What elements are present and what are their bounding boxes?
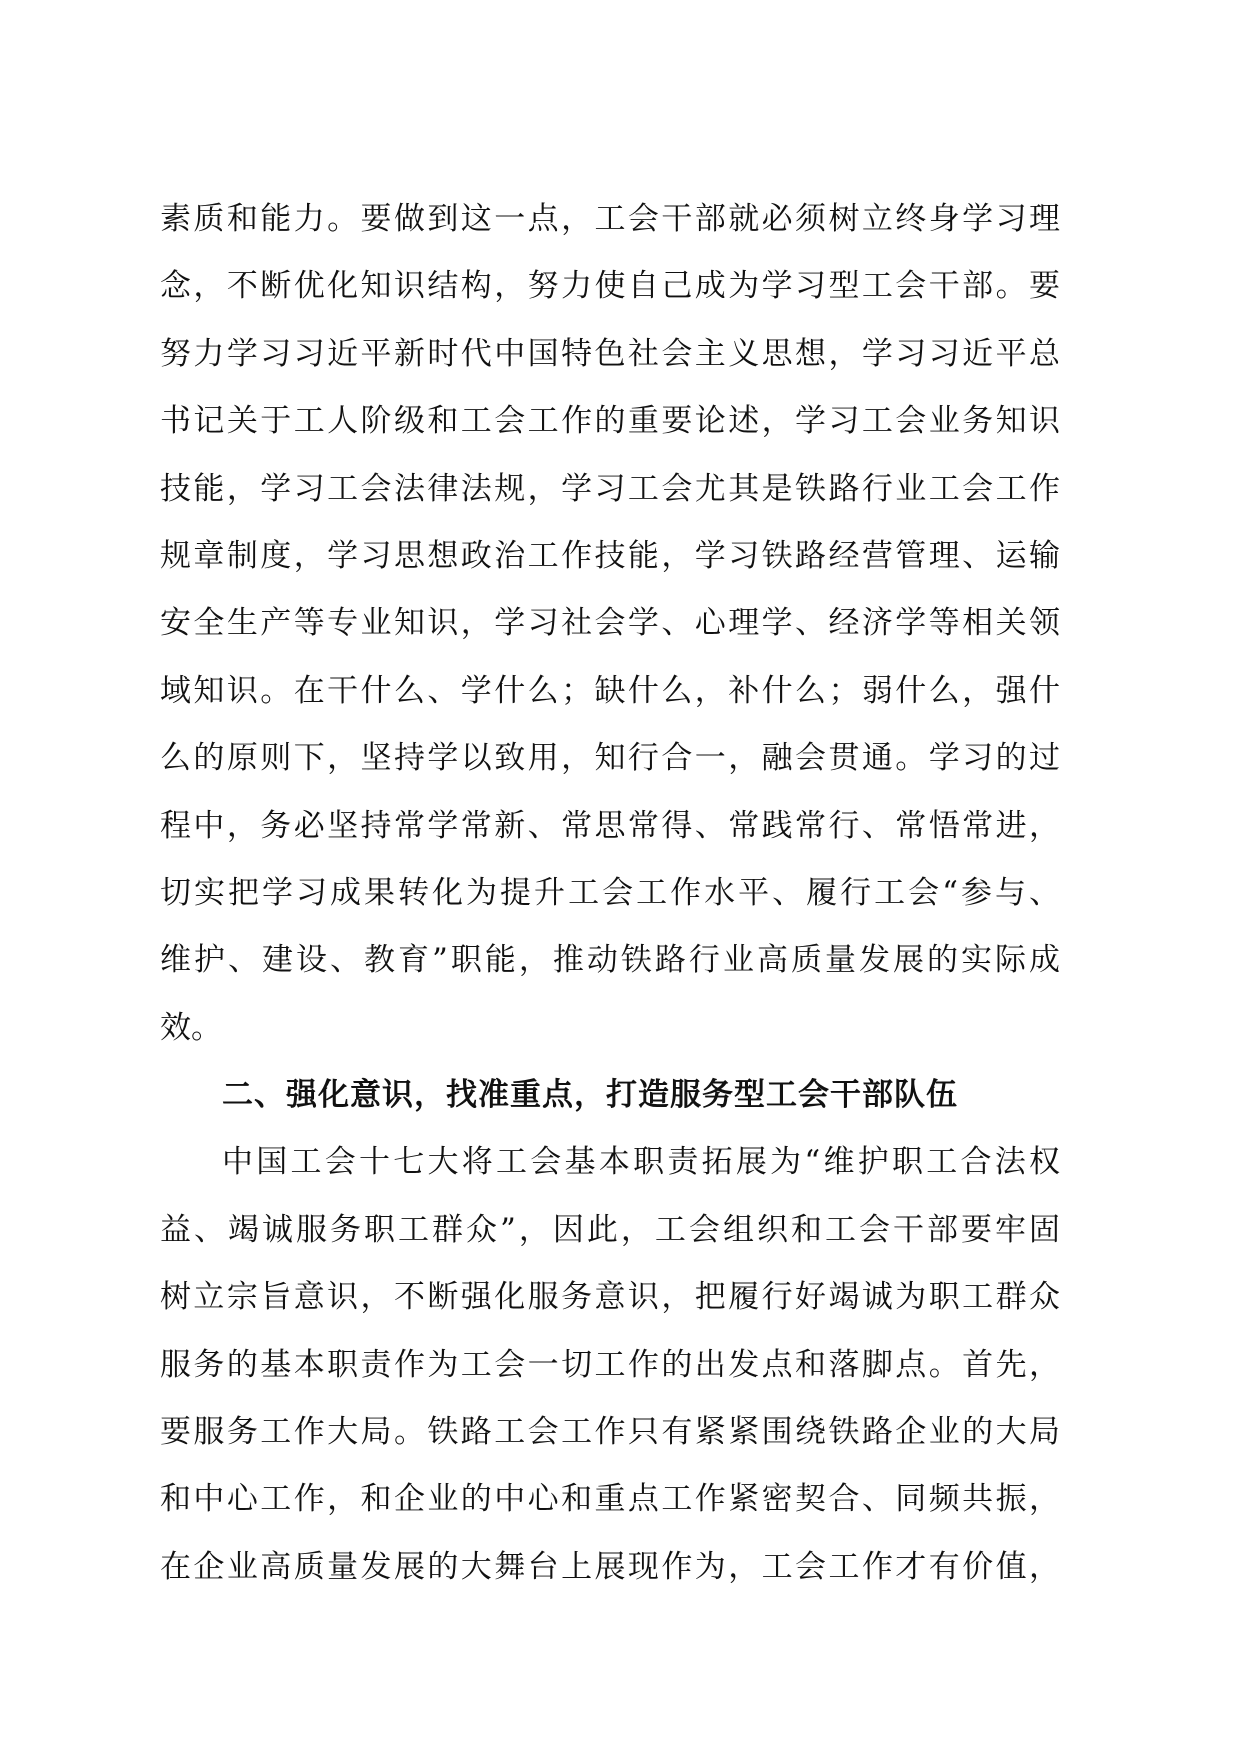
paragraph-1-line-5: 技能，学习工会法律法规，学习工会尤其是铁路行业工会工作 xyxy=(160,470,1060,507)
paragraph-1-line-12: 维护、建设、教育”职能，推动铁路行业高质量发展的实际成 xyxy=(160,942,1060,979)
paragraph-1-line-10: 程中，务必坚持常学常新、常思常得、常践常行、常悟常进， xyxy=(160,807,1060,844)
paragraph-1-line-3: 努力学习习近平新时代中国特色社会主义思想，学习习近平总 xyxy=(160,335,1060,372)
paragraph-2-line-5: 要服务工作大局。铁路工会工作只有紧紧围绕铁路企业的大局 xyxy=(160,1414,1060,1451)
paragraph-1-line-4: 书记关于工人阶级和工会工作的重要论述，学习工会业务知识 xyxy=(160,403,1060,440)
paragraph-1-line-6: 规章制度，学习思想政治工作技能，学习铁路经营管理、运输 xyxy=(160,537,1060,574)
paragraph-2-line-1: 中国工会十七大将工会基本职责拓展为“维护职工合法权 xyxy=(222,1144,1060,1181)
document-body xyxy=(160,186,1060,1601)
paragraph-2-line-2: 益、竭诚服务职工群众”，因此，工会组织和工会干部要牢固 xyxy=(160,1211,1060,1248)
paragraph-2-line-4: 服务的基本职责作为工会一切工作的出发点和落脚点。首先， xyxy=(160,1346,1060,1383)
paragraph-1-line-9: 么的原则下，坚持学以致用，知行合一，融会贯通。学习的过 xyxy=(160,740,1060,777)
paragraph-1-line-1: 素质和能力。要做到这一点，工会干部就必须树立终身学习理 xyxy=(160,201,1060,237)
paragraph-2-line-7: 在企业高质量发展的大舞台上展现作为，工会工作才有价值， xyxy=(160,1548,1060,1585)
paragraph-2-line-6: 和中心工作，和企业的中心和重点工作紧密契合、同频共振， xyxy=(160,1481,1060,1518)
paragraph-1-line-2: 念，不断优化知识结构，努力使自己成为学习型工会干部。要 xyxy=(160,268,1060,305)
section-heading: 二、强化意识，找准重点，打造服务型工会干部队伍 xyxy=(222,1077,958,1114)
paragraph-1-line-11: 切实把学习成果转化为提升工会工作水平、履行工会“参与、 xyxy=(160,874,1060,911)
paragraph-2-line-3: 树立宗旨意识，不断强化服务意识，把履行好竭诚为职工群众 xyxy=(160,1279,1060,1316)
paragraph-1-line-7: 安全生产等专业知识，学习社会学、心理学、经济学等相关领 xyxy=(160,605,1060,642)
paragraph-1-line-13: 效。 xyxy=(160,1009,222,1046)
paragraph-1-line-8: 域知识。在干什么、学什么；缺什么，补什么；弱什么，强什 xyxy=(160,672,1060,709)
